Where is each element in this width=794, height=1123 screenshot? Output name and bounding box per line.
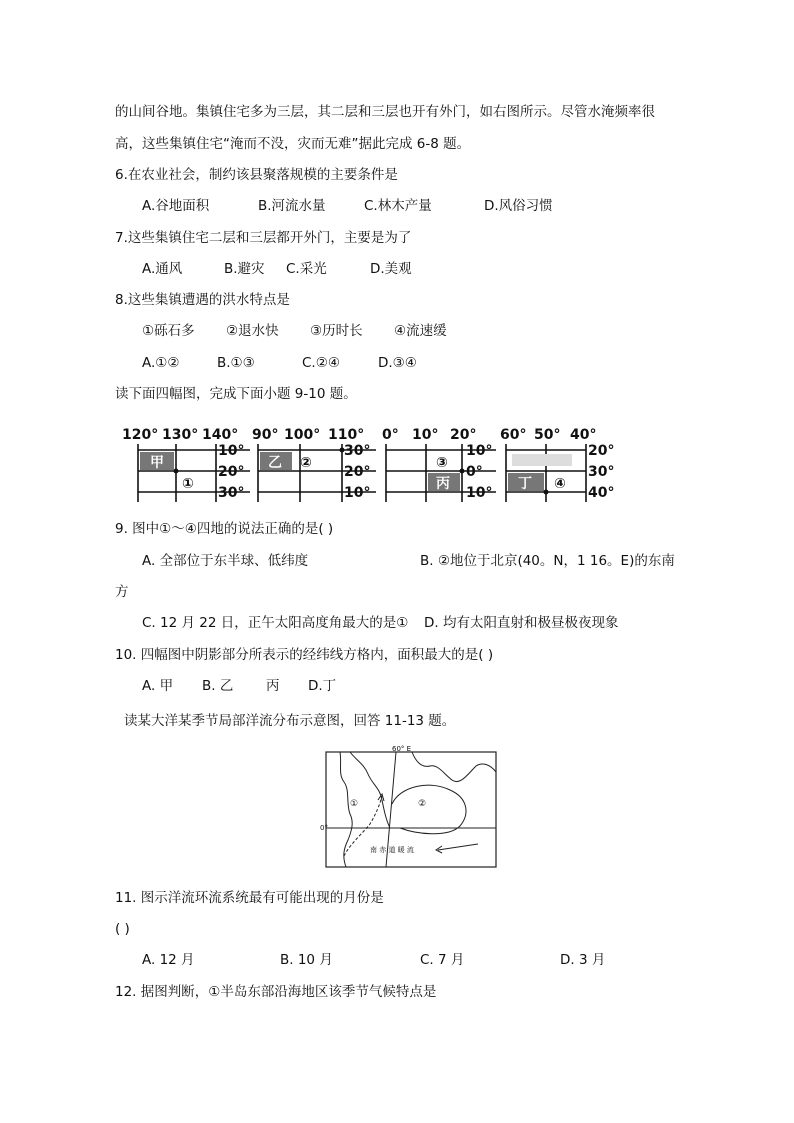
q10-stem: 10. 四幅图中阴影部分所表示的经纬线方格内，面积最大的是( ) [115, 647, 494, 663]
q6-option-a: A.谷地面积 [142, 198, 210, 214]
q8-statement-1: ①砾石多 [142, 323, 195, 339]
q6-option-c: C.林木产量 [364, 198, 432, 214]
q11-option-d: D. 3 月 [560, 952, 606, 968]
g3-lon-1: 0° [382, 427, 399, 443]
g4-point-dot [544, 490, 549, 495]
q12-stem: 12. 据图判断，①半岛东部沿海地区该季节气候特点是 [115, 984, 437, 1000]
g1-point-label: ① [182, 476, 194, 492]
g1-lon-2: 130° [162, 427, 199, 443]
q9-option-a: A. 全部位于东半球、低纬度 [142, 553, 309, 569]
g3-lon-3: 20° [450, 427, 477, 443]
g1-lon-1: 120° [122, 427, 159, 443]
intro-line-2: 高，这些集镇住宅“淹而不没，灾而无难”据此完成 6-8 题。 [115, 136, 471, 152]
latlon-grids-figure [120, 424, 620, 514]
g1-lat-2: 20° [218, 464, 245, 480]
q10-option-c: 丙 [266, 678, 280, 694]
q8-stem: 8.这些集镇遭遇的洪水特点是 [115, 292, 290, 308]
q11-option-b: B. 10 月 [280, 952, 333, 968]
g4-point-label: ④ [554, 476, 566, 492]
g4-lat-1: 20° [588, 443, 615, 459]
q8-statement-4: ④流速缓 [394, 323, 447, 339]
g2-lat-2: 20° [344, 464, 371, 480]
read-ocean-current: 读某大洋某季节局部洋流分布示意图，回答 11-13 题。 [124, 713, 456, 729]
g2-point-label: ② [300, 455, 312, 471]
g1-lat-3: 30° [218, 485, 245, 501]
g1-cell-label: 甲 [150, 455, 164, 471]
map-region-2: ② [418, 799, 427, 809]
map-region-1: ① [350, 799, 359, 809]
q11-stem: 11. 图示洋流环流系统最有可能出现的月份是 [115, 890, 384, 906]
q8-option-d: D.③④ [378, 355, 417, 371]
q7-option-c: C.采光 [286, 261, 327, 277]
q11-option-c: C. 7 月 [420, 952, 465, 968]
q6-stem: 6.在农业社会，制约该县聚落规模的主要条件是 [115, 167, 398, 183]
g3-lon-2: 10° [412, 427, 439, 443]
q8-statement-2: ②退水快 [226, 323, 279, 339]
q10-option-d: D.丁 [308, 678, 337, 694]
g3-cell-label: 丙 [436, 476, 450, 492]
g2-lat-3: 10° [344, 485, 371, 501]
map-lat-label: 0° [320, 824, 328, 832]
map-current-label: 南 赤 道 暖 流 [370, 846, 414, 854]
q8-statement-3: ③历时长 [310, 323, 363, 339]
g4-lon-1: 60° [500, 427, 527, 443]
q11-option-a: A. 12 月 [142, 952, 195, 968]
g4-cell-label: 丁 [518, 476, 532, 492]
q9-option-b: B. ②地位于北京(40。N，1 16。E)的东南 [420, 553, 675, 569]
q6-option-d: D.风俗习惯 [484, 198, 553, 214]
q10-option-a: A. 甲 [142, 678, 174, 694]
q8-option-b: B.①③ [217, 355, 255, 371]
q10-option-b: B. 乙 [202, 678, 234, 694]
q8-option-c: C.②④ [302, 355, 340, 371]
q7-option-b: B.避灾 [224, 261, 265, 277]
g4-watermark-blur [512, 454, 572, 466]
g2-cell-label: 乙 [268, 455, 282, 471]
map-lon-label: 60° E [392, 745, 412, 753]
g4-lat-3: 40° [588, 485, 615, 501]
g2-lat-1: 30° [344, 443, 371, 459]
q11-paren: ( ) [115, 921, 130, 937]
intro-line-1: 的山间谷地。集镇住宅多为三层，其二层和三层也开有外门，如右图所示。尽管水淹频率很 [115, 104, 655, 120]
g4-lon-2: 50° [534, 427, 561, 443]
g3-point-label: ③ [436, 455, 448, 471]
g2-lon-3: 110° [328, 427, 365, 443]
g3-lat-1: 10° [466, 443, 493, 459]
g4-lon-3: 40° [570, 427, 597, 443]
q9-option-b-cont: 方 [115, 584, 129, 600]
read-four-figures: 读下面四幅图，完成下面小题 9-10 题。 [115, 386, 357, 402]
g1-point-dot [174, 469, 179, 474]
q8-option-a: A.①② [142, 355, 180, 371]
g2-lon-2: 100° [284, 427, 321, 443]
q7-stem: 7.这些集镇住宅二层和三层都开外门，主要是为了 [115, 230, 412, 246]
q9-stem: 9. 图中①～④四地的说法正确的是( ) [115, 521, 334, 537]
g1-lat-1: 10° [218, 443, 245, 459]
g1-lon-3: 140° [202, 427, 239, 443]
g2-lon-1: 90° [252, 427, 279, 443]
q7-option-a: A.通风 [142, 261, 183, 277]
q9-option-d: D. 均有太阳直射和极昼极夜现象 [424, 615, 619, 631]
g4-lat-2: 30° [588, 464, 615, 480]
ocean-current-map [320, 744, 500, 872]
g3-point-dot [460, 469, 465, 474]
g3-lat-3: 10° [466, 485, 493, 501]
q9-option-c: C. 12 月 22 日，正午太阳高度角最大的是① [142, 615, 409, 631]
g3-lat-2: 0° [466, 464, 483, 480]
q7-option-d: D.美观 [370, 261, 412, 277]
q6-option-b: B.河流水量 [258, 198, 326, 214]
